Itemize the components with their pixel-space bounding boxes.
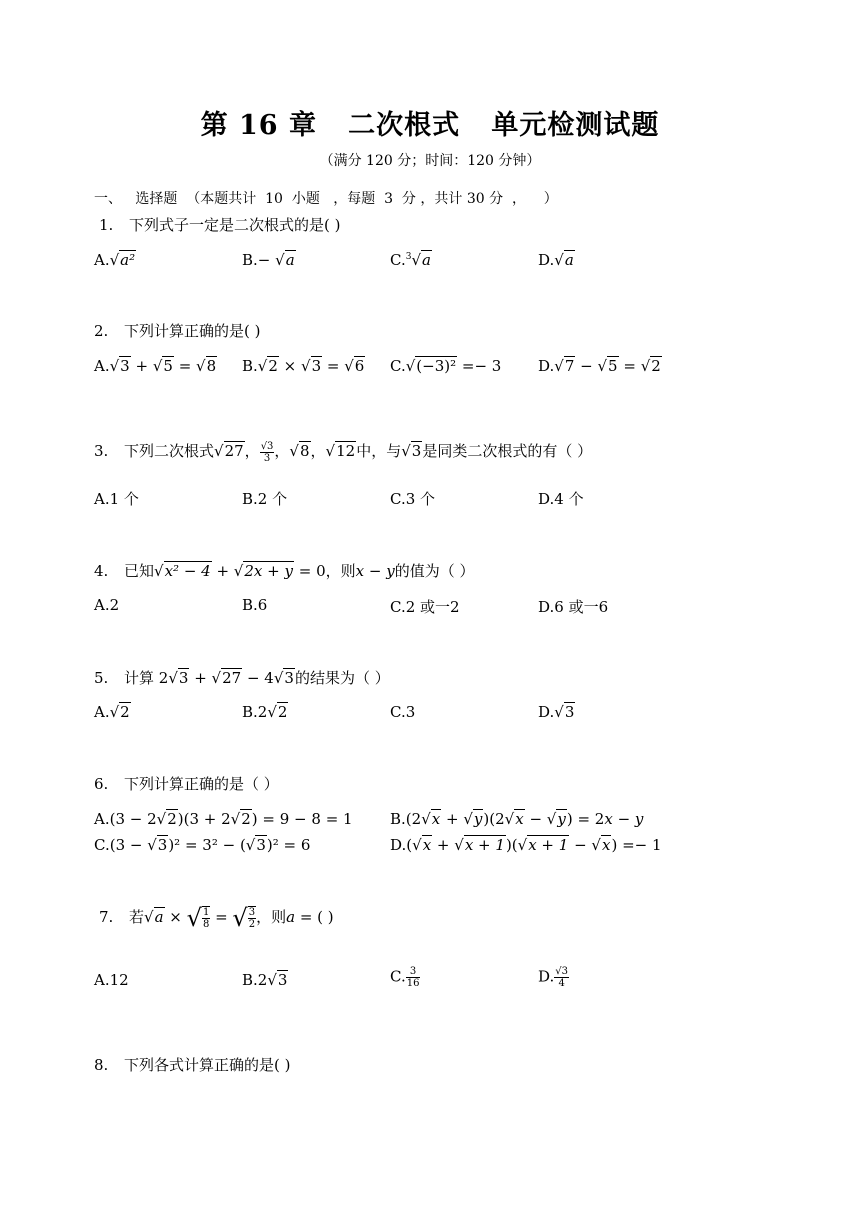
q5-option-d: D.√3 [538,703,575,721]
q4-option-c: C.2 或一2 [390,598,460,616]
q2-option-b: B.√2 × √3 = √6 [242,357,365,375]
question-7: 7. 若√a × √ $\frac{1}{8}$ = √ $\frac{3}{2}$ ，则a = ( ) [99,904,334,932]
q2-option-a: A.√3 + √5 = √8 [94,357,217,375]
question-6-stem: 下列计算正确的是（ ） [124,775,279,793]
q6-option-b: B.(2√x + √y)(2√x − √y) = 2x − y [390,810,644,828]
section-heading: 一、 选择题 （本题共计 10 小题 ，每题 3 分 ，共计 30 分 ， ） [94,191,558,207]
page-title: 第 16 章 二次根式 单元检测试题 [200,110,660,141]
question-4: 4. 已知√x² − 4 + √2x + y = 0，则x − y的值为（ ） [94,562,475,580]
q6-option-a: A.(3 − 2√2)(3 + 2√2) = 9 − 8 = 1 [94,810,353,828]
q1-option-d: D.√a [538,251,574,269]
question-3: 3. 下列二次根式√27， $\frac{√3}{3}$ ，√8，√12中，与√3是同类二次根式的有（ ） [94,440,593,464]
q4-option-b: B.6 [242,596,268,614]
q2-option-d: D.√7 − √5 = √2 [538,357,661,375]
question-1: 1. 下列式子一定是二次根式的是( ) [99,216,341,234]
q4-option-a: A.2 [94,596,120,614]
question-6: 6. 下列计算正确的是（ ） [94,775,279,793]
q3-option-c: C.3 个 [390,490,436,508]
question-8-stem: 下列各式计算正确的是( ) [124,1056,291,1074]
q1-option-b: B.− √a [242,251,295,269]
q6-option-c: C.(3 − √3)² = 3² − (√3)² = 6 [94,836,311,854]
question-2: 2. 下列计算正确的是( ) [94,322,261,340]
q5-option-b: B.2√2 [242,703,288,721]
question-8: 8. 下列各式计算正确的是( ) [94,1056,291,1074]
q7-option-b: B.2√3 [242,971,288,989]
q1-option-c: C.$^3$√a [390,251,431,269]
q1-option-a: A.√a² [94,251,136,269]
q6-option-d: D.(√x + √x + 1)(√x + 1 − √x) =− 1 [390,836,662,854]
q7-option-c: C. $\frac{3}{16}$ [390,966,420,989]
q3-option-a: A.1 个 [94,490,139,508]
q4-option-d: D.6 或一6 [538,598,609,616]
page-subtitle: （满分 120 分；时间：120 分钟） [319,153,541,169]
q7-option-a: A.12 [94,971,129,989]
q2-option-c: C.√(−3)² =− 3 [390,357,502,375]
q7-option-d: D. $\frac{√3}{4}$ [538,966,568,989]
question-5: 5. 计算 2√3 + √27 − 4√3的结果为（ ） [94,669,390,687]
question-1-stem: 下列式子一定是二次根式的是( ) [129,216,341,234]
q3-option-b: B.2 个 [242,490,288,508]
q5-option-c: C.3 [390,703,416,721]
question-2-stem: 下列计算正确的是( ) [124,322,261,340]
q5-option-a: A.√2 [94,703,130,721]
q3-option-d: D.4 个 [538,490,584,508]
